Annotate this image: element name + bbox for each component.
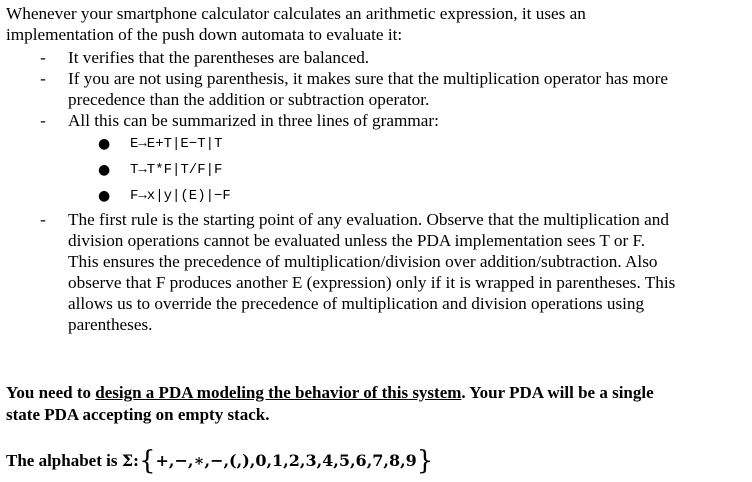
intro-paragraph (6, 3, 746, 45)
point-4-line-4: observe that F produces another E (expression) only if it is wrapped in parentheses. This (68, 273, 676, 292)
bullet-icon: ● (98, 162, 111, 178)
grammar-rule-e (68, 131, 742, 157)
dash-marker: - (40, 69, 46, 88)
task-rest: . Your PDA will be a single (461, 383, 654, 402)
point-3-text: All this can be summarized in three lines of grammar: (68, 111, 439, 130)
grammar-rule-f (68, 183, 742, 209)
task-paragraph (6, 382, 748, 426)
point-first-rule-explanation (0, 209, 742, 335)
point-4-line-3: This ensures the precedence of multiplication/division over addition/subtraction. Also (68, 252, 658, 271)
bullet-icon: ● (98, 188, 111, 204)
task-lead: You need to (6, 383, 96, 402)
dash-marker: - (40, 210, 46, 229)
task-line-2: state PDA accepting on empty stack. (6, 405, 270, 424)
grammar-rule-text: T→T*F|T/F|F (130, 162, 223, 178)
dash-list (0, 47, 752, 335)
intro-line-1: Whenever your smartphone calculator calculates an arithmetic expression, it uses an (6, 4, 586, 23)
brace-open: { (138, 446, 156, 476)
point-4-line-2: division operations cannot be evaluated unless the PDA implementation sees T or F. (68, 231, 646, 250)
sigma-symbol: Σ: (121, 451, 139, 470)
point-balanced-parentheses (0, 47, 742, 68)
dash-marker: - (40, 111, 46, 130)
point-4-line-5: allows us to override the precedence of multiplication and division operations using (68, 294, 645, 313)
point-4-line-1: The first rule is the starting point of any evaluation. Observe that the multiplication and (68, 210, 669, 229)
point-1-text: It verifies that the parentheses are balanced. (68, 48, 370, 67)
grammar-rule-t (68, 157, 742, 183)
alphabet-line (6, 446, 748, 476)
brace-close: } (416, 446, 434, 476)
intro-line-2: implementation of the push down automata to evaluate it: (6, 25, 403, 44)
grammar-rule-text: E→E+T|E−T|T (130, 136, 223, 152)
alphabet-label: The alphabet is (6, 451, 122, 470)
bullet-icon: ● (98, 136, 111, 152)
task-underlined-phrase: design a PDA modeling the behavior of this system (95, 383, 462, 402)
point-2-line-2: precedence than the addition or subtraction operator. (68, 90, 430, 109)
point-4-line-6: parentheses. (68, 315, 153, 334)
grammar-rule-text: F→x|y|(E)|−F (130, 188, 231, 204)
point-2-line-1: If you are not using parenthesis, it makes sure that the multiplication operator has more (68, 69, 668, 88)
point-grammar-summary (0, 110, 742, 209)
point-operator-precedence (0, 68, 742, 110)
alphabet-symbols: +,−,∗,−,(,),0,1,2,3,4,5,6,7,8,9 (155, 451, 417, 470)
grammar-rules-list (68, 131, 742, 209)
dash-marker: - (40, 48, 46, 67)
